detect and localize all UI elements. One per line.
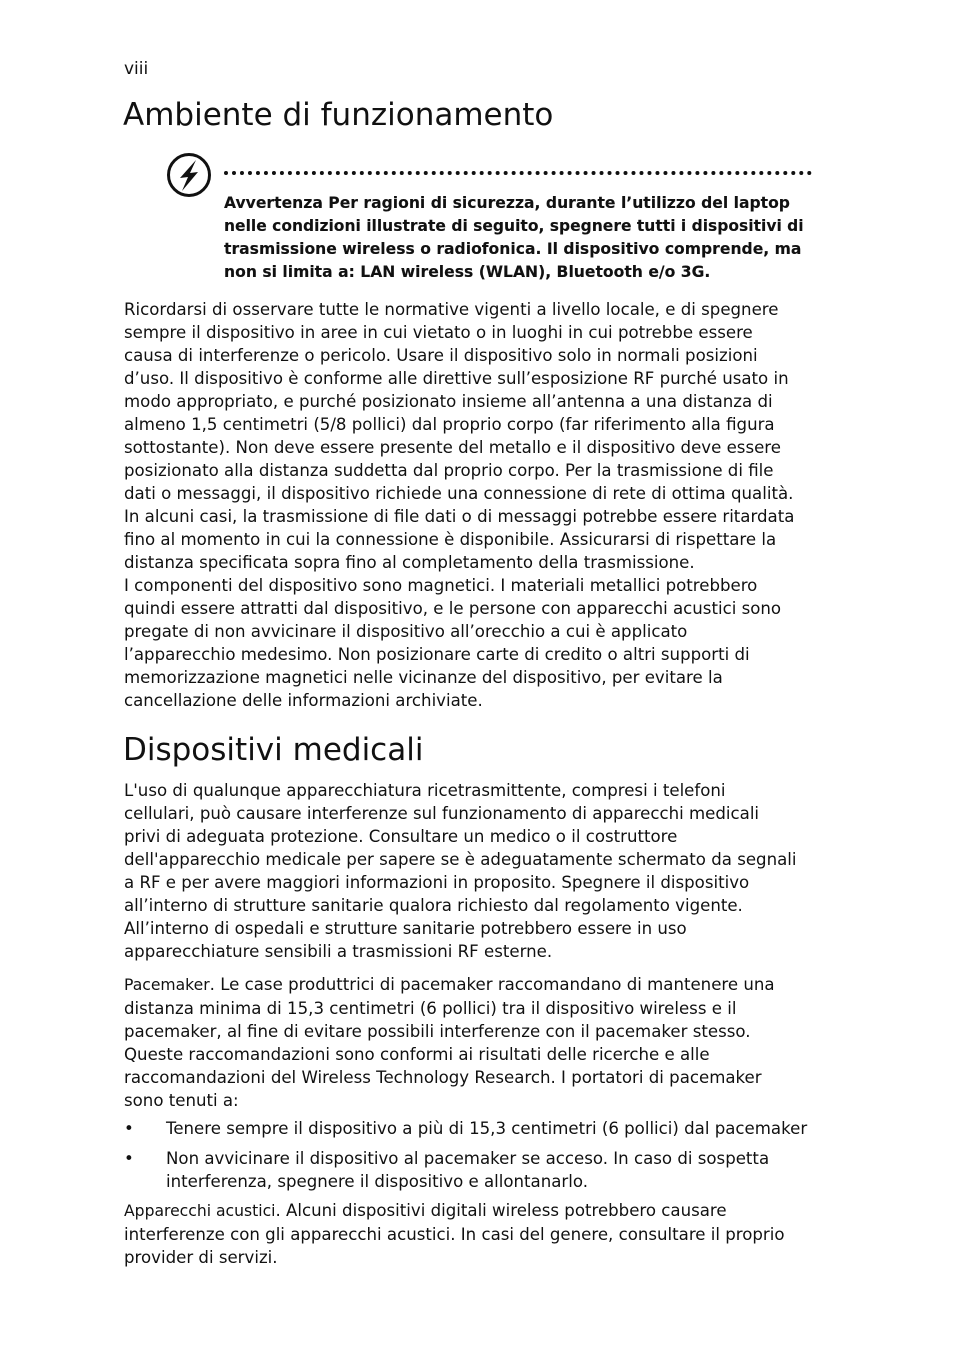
text-line: sottostante). Non deve essere presente del metallo e il dispositivo deve essere: [124, 438, 781, 457]
text-line: Queste raccomandazioni sono conformi ai risultati delle ricerche e alle: [124, 1045, 710, 1064]
text-line: apparecchiature sensibili a trasmissioni RF esterne.: [124, 942, 553, 961]
warning-lightning-icon: [166, 152, 212, 198]
text-line: distanza minima di 15,3 centimetri (6 pollici) tra il dispositivo wireless e il: [124, 999, 737, 1018]
list-item: [124, 1147, 814, 1193]
text-line: d’uso. Il dispositivo è conforme alle direttive sull’esposizione RF purché usato in: [124, 369, 789, 388]
term-pacemaker: Pacemaker: [124, 976, 210, 994]
text-line: sono tenuti a:: [124, 1091, 239, 1110]
warning-divider: [224, 171, 812, 175]
section-title-ambiente: Ambiente di funzionamento: [123, 97, 554, 133]
text-line: causa di interferenze o pericolo. Usare il dispositivo solo in normali posizioni: [124, 346, 758, 365]
text-line: posizionato alla distanza suddetta dal proprio corpo. Per la trasmissione di file: [124, 461, 774, 480]
text-line: Tenere sempre il dispositivo a più di 15,3 centimetri (6 pollici) dal pacemaker: [166, 1119, 808, 1138]
text-line: [124, 1199, 810, 1223]
list-item-text: [166, 1147, 769, 1193]
text-line: L'uso di qualunque apparecchiatura ricetrasmittente, compresi i telefoni: [124, 781, 726, 800]
text-line: all’interno di strutture sanitarie qualora richiesto dal regolamento vigente.: [124, 896, 743, 915]
text-line: distanza specificata sopra fino al completamento della trasmissione.: [124, 553, 695, 572]
paragraph-apparecchi-acustici: [124, 1199, 810, 1269]
text-line: pregate di non avvicinare il dispositivo all’orecchio a cui è applicato: [124, 622, 688, 641]
text-line: interferenze con gli apparecchi acustici. In casi del genere, consultare il proprio: [124, 1225, 785, 1244]
text-line: dell'apparecchio medicale per sapere se è adeguatamente schermato da segnali: [124, 850, 797, 869]
term-apparecchi-acustici: Apparecchi acustici: [124, 1202, 276, 1220]
text-line: l’apparecchio medesimo. Non posizionare carte di credito o altri supporti di: [124, 645, 750, 664]
text-line: sempre il dispositivo in aree in cui vietato o in luoghi in cui potrebbe essere: [124, 323, 753, 342]
text-line: provider di servizi.: [124, 1248, 278, 1267]
text-line: [124, 973, 810, 997]
text-line: pacemaker, al fine di evitare possibili interferenze con il pacemaker stesso.: [124, 1022, 751, 1041]
text-line: modo appropriato, e purché posizionato insieme all’antenna a una distanza di: [124, 392, 773, 411]
text-line: I componenti del dispositivo sono magnetici. I materiali metallici potrebbero: [124, 576, 758, 595]
text-line: raccomandazioni del Wireless Technology Research. I portatori di pacemaker: [124, 1068, 762, 1087]
warning-note: [224, 192, 804, 284]
text-line: cancellazione delle informazioni archiviate.: [124, 691, 483, 710]
list-item-text: [166, 1117, 807, 1140]
paragraph-medicali-intro: [124, 779, 810, 963]
text-line: cellulari, può causare interferenze sul funzionamento di apparecchi medicali: [124, 804, 760, 823]
list-item: [124, 1117, 814, 1140]
paragraph-pacemaker: [124, 973, 810, 1112]
text-line: All’interno di ospedali e strutture sanitarie potrebbero essere in uso: [124, 919, 687, 938]
paragraph-ambiente: [124, 298, 810, 712]
bullet-marker: •: [124, 1119, 134, 1138]
text-line: privi di adeguata protezione. Consultare un medico o il costruttore: [124, 827, 678, 846]
warning-line: nelle condizioni illustrate di seguito, spegnere tutti i dispositivi di: [224, 217, 804, 235]
text-run: . Alcuni dispositivi digitali wireless potrebbero causare: [275, 1201, 727, 1220]
page-number: viii: [124, 59, 149, 79]
text-line: Ricordarsi di osservare tutte le normative vigenti a livello locale, e di spegnere: [124, 300, 779, 319]
text-line: dati o messaggi, il dispositivo richiede una connessione di rete di ottima qualità.: [124, 484, 794, 503]
section-title-medicali: Dispositivi medicali: [123, 732, 424, 768]
text-line: interferenza, spegnere il dispositivo e allontanarlo.: [166, 1172, 588, 1191]
warning-line: trasmissione wireless o radiofonica. Il dispositivo comprende, ma: [224, 240, 802, 258]
text-line: fino al momento in cui la connessione è disponibile. Assicurarsi di rispettare la: [124, 530, 777, 549]
warning-line: Avvertenza Per ragioni di sicurezza, durante l’utilizzo del laptop: [224, 194, 790, 212]
text-line: memorizzazione magnetici nelle vicinanze del dispositivo, per evitare la: [124, 668, 723, 687]
text-line: quindi essere attratti dal dispositivo, e le persone con apparecchi acustici sono: [124, 599, 782, 618]
warning-line: non si limita a: LAN wireless (WLAN), Bluetooth e/o 3G.: [224, 263, 711, 281]
text-run: . Le case produttrici di pacemaker raccomandano di mantenere una: [209, 975, 775, 994]
text-line: In alcuni casi, la trasmissione di file dati o di messaggi potrebbe essere ritardata: [124, 507, 795, 526]
text-line: Non avvicinare il dispositivo al pacemaker se acceso. In caso di sospetta: [166, 1149, 770, 1168]
text-line: almeno 1,5 centimetri (5/8 pollici) dal proprio corpo (far riferimento alla figura: [124, 415, 775, 434]
text-line: a RF e per avere maggiori informazioni in proposito. Spegnere il dispositivo: [124, 873, 750, 892]
bullet-marker: •: [124, 1149, 134, 1168]
